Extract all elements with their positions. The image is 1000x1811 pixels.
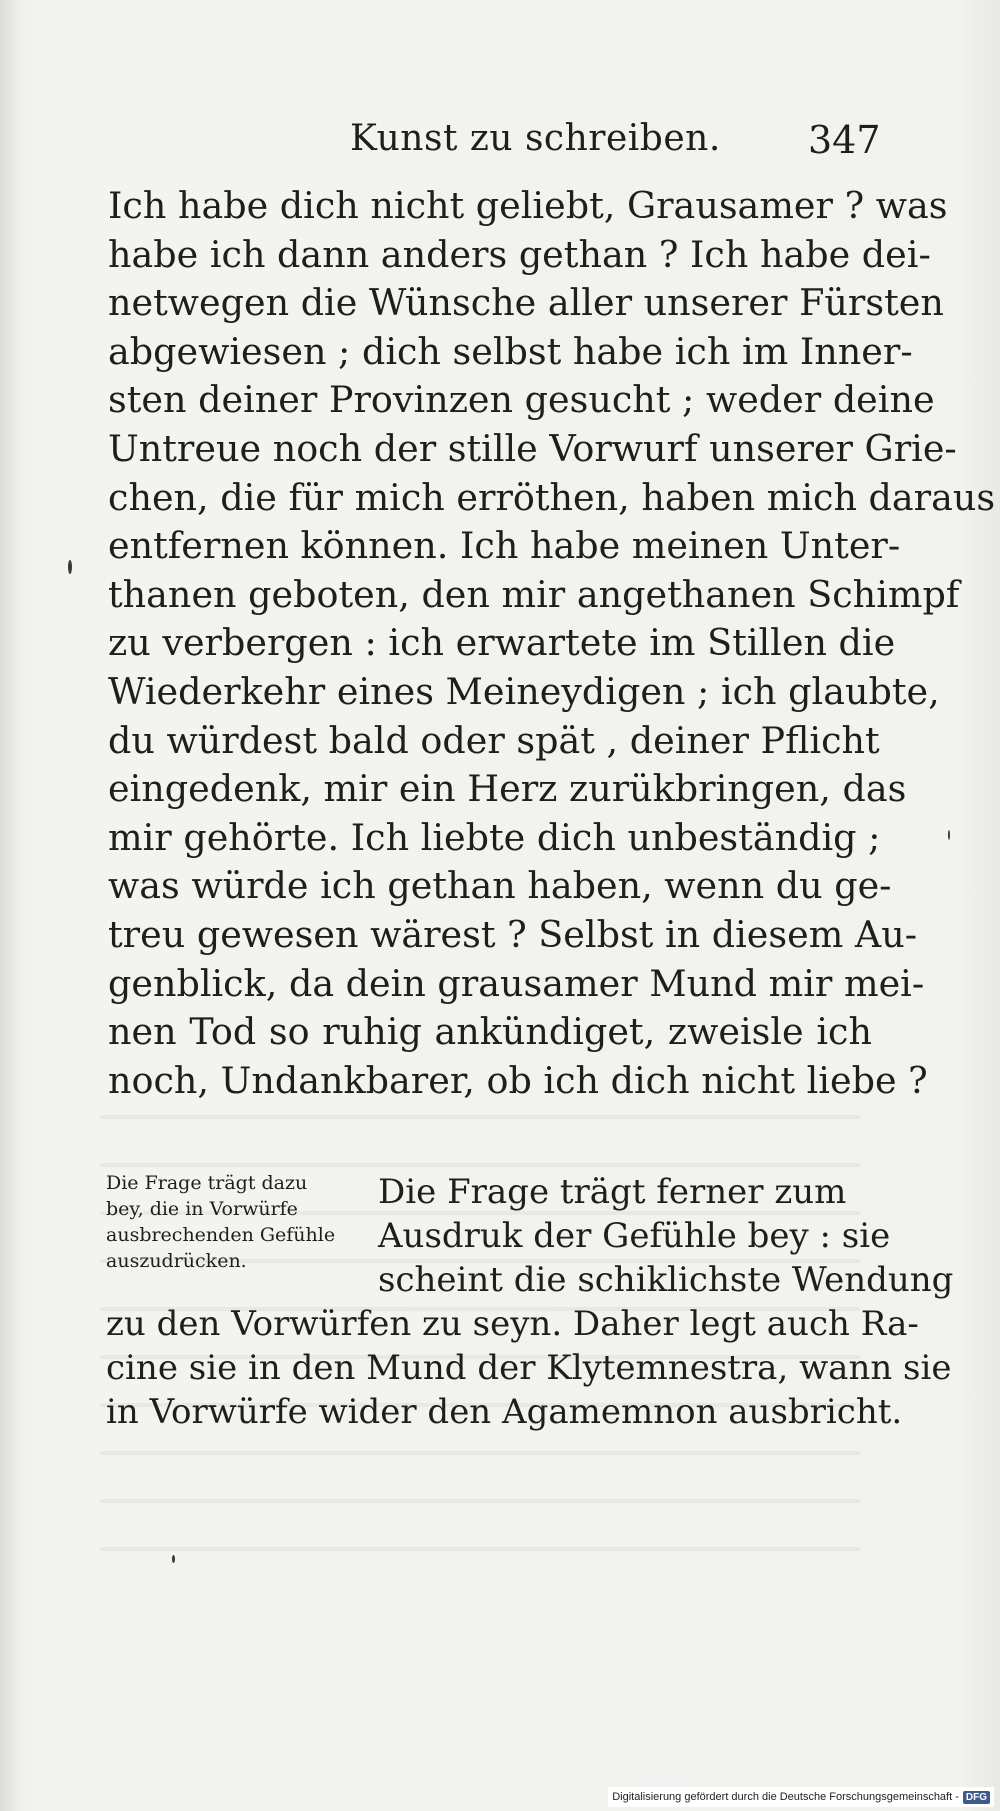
text-line: abgewiesen ; dich selbst habe ich im Inner- bbox=[108, 329, 913, 373]
text-line: chen, die für mich erröthen, haben mich daraus bbox=[108, 475, 996, 519]
paragraph-commentary bbox=[106, 1170, 954, 1434]
text-line: zu den Vorwürfen zu seyn. Daher legt auch Ra- bbox=[106, 1304, 919, 1344]
page-header bbox=[0, 118, 1000, 168]
ink-speck bbox=[172, 1555, 175, 1563]
paragraph-quote bbox=[108, 182, 996, 1105]
text-line: nen Tod so ruhig ankündiget, zweisle ich bbox=[108, 1010, 872, 1054]
note-line: ausbrechenden Gefühle bbox=[106, 1224, 336, 1246]
text-line: zu verbergen : ich erwartete im Stillen die bbox=[108, 621, 896, 665]
text-line: mir gehörte. Ich liebte dich unbeständig ; bbox=[108, 815, 881, 859]
text-line: scheint die schiklichste Wendung bbox=[378, 1260, 954, 1300]
text-line: netwegen die Wünsche aller unserer Fürsten bbox=[108, 281, 944, 325]
text-line: genblick, da dein grausamer Mund mir mei- bbox=[108, 961, 925, 1005]
page-number: 347 bbox=[808, 118, 881, 162]
text-line: entfernen können. Ich habe meinen Unter- bbox=[108, 524, 901, 568]
text-line: was würde ich gethan haben, wenn du ge- bbox=[108, 864, 892, 908]
note-line: auszudrücken. bbox=[106, 1250, 247, 1272]
note-line: Die Frage trägt dazu bbox=[106, 1172, 308, 1194]
text-line: in Vorwürfe wider den Agamemnon ausbricht. bbox=[106, 1392, 903, 1432]
dfg-logo-icon: DFG bbox=[963, 1791, 990, 1804]
text-line: treu gewesen wärest ? Selbst in diesem Au- bbox=[108, 912, 918, 956]
text-line: cine sie in den Mund der Klytemnestra, wann sie bbox=[106, 1348, 952, 1388]
text-line: Ich habe dich nicht geliebt, Grausamer ? was bbox=[108, 184, 948, 227]
footer-credit: Digitalisierung gefördert durch die Deutsche Forschungsgemeinschaft - bbox=[612, 1791, 959, 1803]
text-line: noch, Undankbarer, ob ich dich nicht liebe ? bbox=[108, 1058, 928, 1102]
ink-speck bbox=[68, 560, 72, 574]
note-line: bey, die in Vorwürfe bbox=[106, 1198, 298, 1220]
text-line: Ausdruk der Gefühle bey : sie bbox=[378, 1216, 891, 1256]
text-line: thanen geboten, den mir angethanen Schimpf bbox=[108, 572, 960, 616]
text-line: Wiederkehr eines Meineydigen ; ich glaubte, bbox=[108, 669, 940, 713]
text-line: eingedenk, mir ein Herz zurükbringen, das bbox=[108, 767, 907, 811]
text-line: du würdest bald oder spät , deiner Pflicht bbox=[108, 718, 880, 762]
digitization-footer bbox=[608, 1787, 994, 1807]
text-line: Die Frage trägt ferner zum bbox=[378, 1172, 847, 1212]
text-line: sten deiner Provinzen gesucht ; weder deine bbox=[108, 378, 935, 422]
text-line: Untreue noch der stille Vorwurf unserer Grie- bbox=[108, 426, 957, 470]
ink-speck bbox=[948, 830, 950, 840]
text-line: habe ich dann anders gethan ? Ich habe dei- bbox=[108, 232, 931, 276]
running-head: Kunst zu schreiben. bbox=[350, 118, 721, 159]
